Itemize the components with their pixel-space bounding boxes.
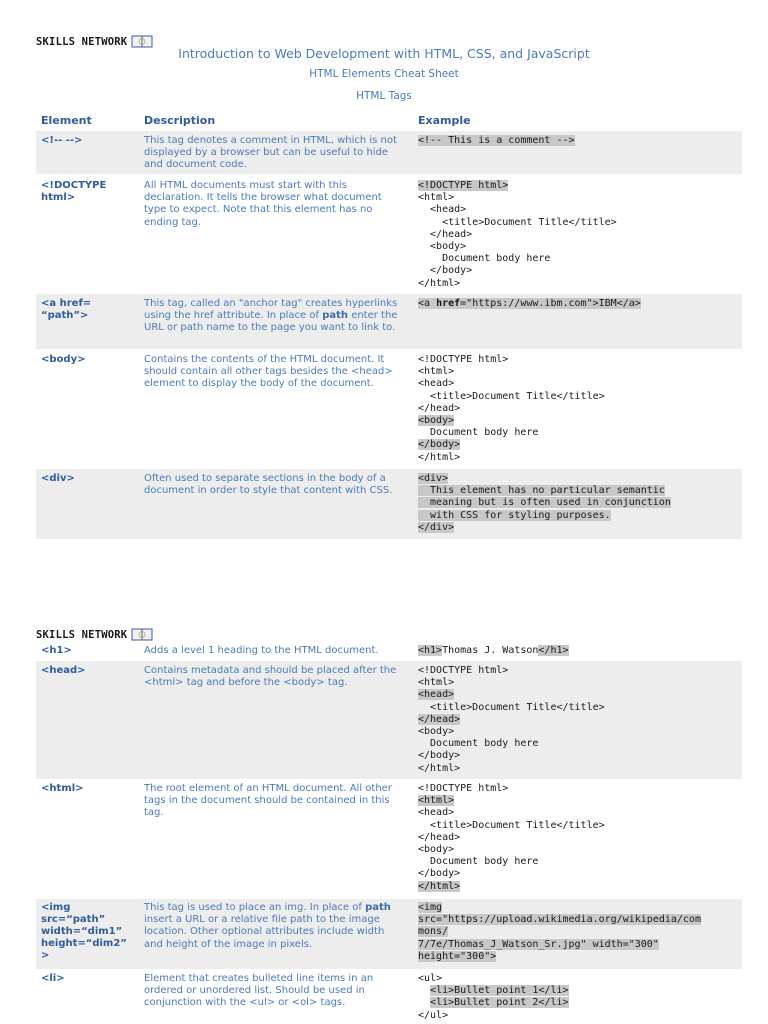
example-column-header: Example [418,114,471,127]
element-cell: <head> [41,665,86,676]
brand-logo-2 [36,628,153,641]
description-cell: All HTML documents must start with this declaration. It tells the browser what document type to expect. Note that this element has no ending tag. [144,180,382,228]
element-cell: <li> [41,973,65,984]
element-cell: <body> [41,354,86,365]
brand-name: SKILLS NETWORK [36,35,128,48]
example-code: <img src="https://upload.wikimedia.org/wikipedia/com mons/ 7/7e/Thomas_J_Watson_Sr.jpg" width="300" height="300"> [418,902,701,962]
description-cell: Contains the contents of the HTML document. It should contain all other tags besides the <head> element to display the body of the document. [144,354,393,390]
example-code: <!-- This is a comment --> [418,135,575,146]
element-cell: <img src=“path” width=“dim1” height=“dim2” > [41,902,127,961]
element-cell: <h1> [41,645,72,656]
tag-row-div [36,469,742,539]
example-code: <!DOCTYPE html> <html> <head> <title>Document Title</title> </head> <body> Document body here </body> </html> [418,665,605,774]
tag-row-html [36,780,742,898]
description-cell: This tag denotes a comment in HTML, which is not displayed by a browser but can be useful to hide and document code. [144,135,397,171]
tag-row-h1 [36,642,742,660]
description-cell: Contains metadata and should be placed after the <html> tag and before the <body> tag. [144,665,397,689]
example-code: <h1>Thomas J. Watson</h1> [418,645,569,656]
example-code: <!DOCTYPE html> <html> <head> <title>Document Title</title> </head> <body> Document body here </body> </html> [418,180,617,289]
example-code: <!DOCTYPE html> <html> <head> <title>Document Title</title> </head> <body> Document body here </body> </html> [418,783,605,892]
tag-row-body [36,350,742,467]
tag-row-img [36,899,742,969]
example-code: <a href="https://www.ibm.com">IBM</a> [418,298,641,309]
sheet-title: HTML Elements Cheat Sheet [309,68,459,80]
book-icon [131,628,153,641]
element-cell: <html> [41,783,84,794]
section-title: HTML Tags [356,90,412,102]
description-cell: Adds a level 1 heading to the HTML document. [144,645,379,656]
tag-row-li [36,970,742,1024]
description-cell: This tag, called an "anchor tag" creates hyperlinks using the href attribute. In place of path enter the URL or path name to the page you want to link to. [144,298,398,334]
description-column-header: Description [144,114,216,127]
brand-name: SKILLS NETWORK [36,628,128,641]
element-cell: <!DOCTYPE html> [41,180,107,203]
description-cell: Often used to separate sections in the body of a document in order to style that content with CSS. [144,473,393,497]
element-cell: <a href= “path”> [41,298,92,321]
tag-row-head [36,661,742,779]
element-cell: <div> [41,473,75,484]
description-cell: The root element of an HTML document. All other tags in the document should be contained in this tag. [144,783,392,819]
tag-row-comment [36,131,742,174]
tag-row-anchor [36,294,742,349]
description-cell: This tag is used to place an img. In place of path insert a URL or a relative file path to the image location. Other optional attributes include width and height of the image in pixels. [144,902,391,950]
example-code: <ul> <li>Bullet point 1</li> <li>Bullet point 2</li> </ul> [418,973,569,1021]
course-title: Introduction to Web Development with HTML, CSS, and JavaScript [178,46,590,61]
element-cell: <!-- --> [41,135,83,146]
tag-row-doctype [36,176,742,292]
example-code: <div> This element has no particular semantic meaning but is often used in conjunction with CSS for styling purposes. </div> [418,473,671,533]
description-cell: Element that creates bulleted line items in an ordered or unordered list. Should be used in conjunction with the <ul> or <ol> tags. [144,973,374,1009]
example-code: <!DOCTYPE html> <html> <head> <title>Document Title</title> </head> <body> Document body here </body> </html> [418,354,605,463]
element-column-header: Element [41,114,92,127]
